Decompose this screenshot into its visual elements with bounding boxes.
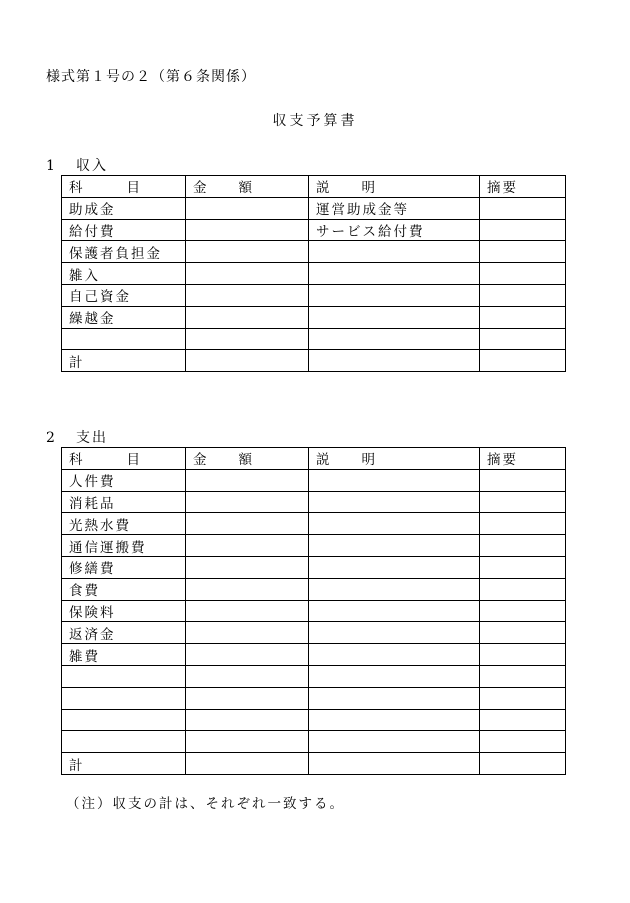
expense-cell-remarks bbox=[480, 578, 566, 600]
expense-cell-amount bbox=[186, 578, 309, 600]
income-section-label: 収入 bbox=[76, 158, 108, 174]
expense-cell-amount bbox=[186, 535, 309, 557]
income-cell-amount bbox=[186, 328, 309, 350]
expense-cell-remarks bbox=[480, 622, 566, 644]
income-table-row bbox=[62, 263, 566, 285]
income-cell-description: 運営助成金等 bbox=[309, 197, 480, 219]
income-cell-item: 給付費 bbox=[62, 219, 186, 241]
income-header-description bbox=[309, 176, 480, 198]
income-cell-item: 自己資金 bbox=[62, 284, 186, 306]
expense-cell-item: 保険料 bbox=[62, 600, 186, 622]
expense-table-row bbox=[62, 513, 566, 535]
expense-header-description-label: 説 明 bbox=[316, 452, 375, 469]
income-cell-remarks bbox=[480, 328, 566, 350]
expense-cell-item: 光熱水費 bbox=[62, 513, 186, 535]
income-header-description-label: 説 明 bbox=[316, 180, 375, 197]
expense-table-row bbox=[62, 600, 566, 622]
expense-cell-item bbox=[62, 709, 186, 731]
expense-cell-description bbox=[309, 687, 480, 709]
income-cell-amount bbox=[186, 263, 309, 285]
expense-cell-remarks bbox=[480, 535, 566, 557]
income-header-row bbox=[62, 176, 566, 198]
expense-cell-remarks bbox=[480, 644, 566, 666]
income-cell-description bbox=[309, 328, 480, 350]
expense-cell-description bbox=[309, 491, 480, 513]
expense-cell-item: 雑費 bbox=[62, 644, 186, 666]
expense-header-row bbox=[62, 448, 566, 470]
expense-cell-item: 返済金 bbox=[62, 622, 186, 644]
expense-cell-description bbox=[309, 513, 480, 535]
income-cell-amount bbox=[186, 284, 309, 306]
expense-header-remarks-label: 摘要 bbox=[487, 452, 518, 469]
expense-cell-description bbox=[309, 665, 480, 687]
income-cell-item bbox=[62, 328, 186, 350]
income-header-remarks bbox=[480, 176, 566, 198]
income-cell-amount bbox=[186, 197, 309, 219]
income-cell-description: サービス給付費 bbox=[309, 219, 480, 241]
expense-cell-description bbox=[309, 731, 480, 753]
expense-cell-amount bbox=[186, 622, 309, 644]
income-header-amount bbox=[186, 176, 309, 198]
expense-table-row bbox=[62, 644, 566, 666]
expense-section-heading bbox=[46, 427, 108, 447]
expense-cell-amount bbox=[186, 709, 309, 731]
expense-section-label: 支出 bbox=[76, 430, 108, 446]
page-title: 収支予算書 bbox=[272, 113, 358, 129]
expense-cell-description bbox=[309, 644, 480, 666]
expense-cell-item: 食費 bbox=[62, 578, 186, 600]
income-cell-amount bbox=[186, 350, 309, 372]
expense-cell-amount bbox=[186, 491, 309, 513]
expense-cell-amount bbox=[186, 513, 309, 535]
expense-header-amount bbox=[186, 448, 309, 470]
expense-cell-amount bbox=[186, 753, 309, 775]
expense-table bbox=[61, 447, 566, 775]
expense-cell-amount bbox=[186, 731, 309, 753]
income-cell-description bbox=[309, 350, 480, 372]
income-table-row bbox=[62, 284, 566, 306]
expense-cell-description bbox=[309, 709, 480, 731]
income-cell-remarks bbox=[480, 241, 566, 263]
income-cell-amount bbox=[186, 241, 309, 263]
income-cell-remarks bbox=[480, 284, 566, 306]
income-cell-item: 雑入 bbox=[62, 263, 186, 285]
expense-table-row bbox=[62, 578, 566, 600]
expense-table-row bbox=[62, 491, 566, 513]
expense-header-remarks bbox=[480, 448, 566, 470]
income-cell-description bbox=[309, 241, 480, 263]
expense-cell-amount bbox=[186, 469, 309, 491]
income-table bbox=[61, 175, 566, 372]
income-cell-remarks bbox=[480, 350, 566, 372]
expense-header-item-label: 科 目 bbox=[69, 452, 140, 469]
expense-cell-remarks bbox=[480, 491, 566, 513]
income-header-amount-label: 金 額 bbox=[193, 180, 252, 197]
expense-cell-description bbox=[309, 753, 480, 775]
income-header-remarks-label: 摘要 bbox=[487, 180, 518, 197]
expense-table-row bbox=[62, 687, 566, 709]
expense-cell-remarks bbox=[480, 513, 566, 535]
expense-cell-item: 通信運搬費 bbox=[62, 535, 186, 557]
expense-cell-description bbox=[309, 556, 480, 578]
income-cell-amount bbox=[186, 306, 309, 328]
expense-cell-description bbox=[309, 578, 480, 600]
expense-header-item bbox=[62, 448, 186, 470]
footnote: （注）収支の計は、それぞれ一致する。 bbox=[66, 796, 345, 812]
expense-cell-remarks bbox=[480, 709, 566, 731]
expense-table-body bbox=[62, 469, 566, 774]
expense-table-row bbox=[62, 556, 566, 578]
income-cell-description bbox=[309, 263, 480, 285]
expense-header-description bbox=[309, 448, 480, 470]
expense-cell-amount bbox=[186, 665, 309, 687]
expense-cell-description bbox=[309, 535, 480, 557]
income-section-heading bbox=[46, 155, 108, 175]
income-cell-description bbox=[309, 284, 480, 306]
expense-header-amount-label: 金 額 bbox=[193, 452, 252, 469]
income-table-row bbox=[62, 306, 566, 328]
income-table-row bbox=[62, 350, 566, 372]
income-table-row bbox=[62, 197, 566, 219]
expense-cell-amount bbox=[186, 644, 309, 666]
income-table-row bbox=[62, 219, 566, 241]
expense-table-row bbox=[62, 535, 566, 557]
expense-cell-item: 修繕費 bbox=[62, 556, 186, 578]
expense-cell-amount bbox=[186, 600, 309, 622]
expense-cell-amount bbox=[186, 687, 309, 709]
income-cell-item: 保護者負担金 bbox=[62, 241, 186, 263]
expense-cell-item: 計 bbox=[62, 753, 186, 775]
income-cell-description bbox=[309, 306, 480, 328]
expense-cell-remarks bbox=[480, 469, 566, 491]
expense-table-row bbox=[62, 622, 566, 644]
expense-cell-remarks bbox=[480, 687, 566, 709]
income-cell-remarks bbox=[480, 306, 566, 328]
expense-cell-description bbox=[309, 600, 480, 622]
income-cell-remarks bbox=[480, 197, 566, 219]
income-section-number: 1 bbox=[46, 158, 57, 174]
expense-cell-item bbox=[62, 687, 186, 709]
income-cell-remarks bbox=[480, 219, 566, 241]
expense-cell-description bbox=[309, 622, 480, 644]
income-cell-item: 繰越金 bbox=[62, 306, 186, 328]
income-header-item bbox=[62, 176, 186, 198]
income-cell-amount bbox=[186, 219, 309, 241]
expense-table-row bbox=[62, 469, 566, 491]
income-cell-remarks bbox=[480, 263, 566, 285]
expense-cell-amount bbox=[186, 556, 309, 578]
expense-table-row bbox=[62, 753, 566, 775]
expense-cell-remarks bbox=[480, 665, 566, 687]
expense-table-row bbox=[62, 665, 566, 687]
form-number: 様式第１号の２（第６条関係） bbox=[46, 69, 256, 85]
expense-cell-item: 人件費 bbox=[62, 469, 186, 491]
income-cell-item: 助成金 bbox=[62, 197, 186, 219]
expense-cell-description bbox=[309, 469, 480, 491]
expense-cell-remarks bbox=[480, 556, 566, 578]
income-table-row bbox=[62, 328, 566, 350]
expense-cell-item: 消耗品 bbox=[62, 491, 186, 513]
expense-section-number: 2 bbox=[46, 430, 57, 446]
expense-cell-item bbox=[62, 665, 186, 687]
expense-table-row bbox=[62, 731, 566, 753]
expense-cell-remarks bbox=[480, 753, 566, 775]
expense-cell-item bbox=[62, 731, 186, 753]
expense-table-row bbox=[62, 709, 566, 731]
expense-cell-remarks bbox=[480, 731, 566, 753]
income-table-row bbox=[62, 241, 566, 263]
income-header-item-label: 科 目 bbox=[69, 180, 140, 197]
income-table-body bbox=[62, 197, 566, 371]
income-cell-item: 計 bbox=[62, 350, 186, 372]
expense-cell-remarks bbox=[480, 600, 566, 622]
